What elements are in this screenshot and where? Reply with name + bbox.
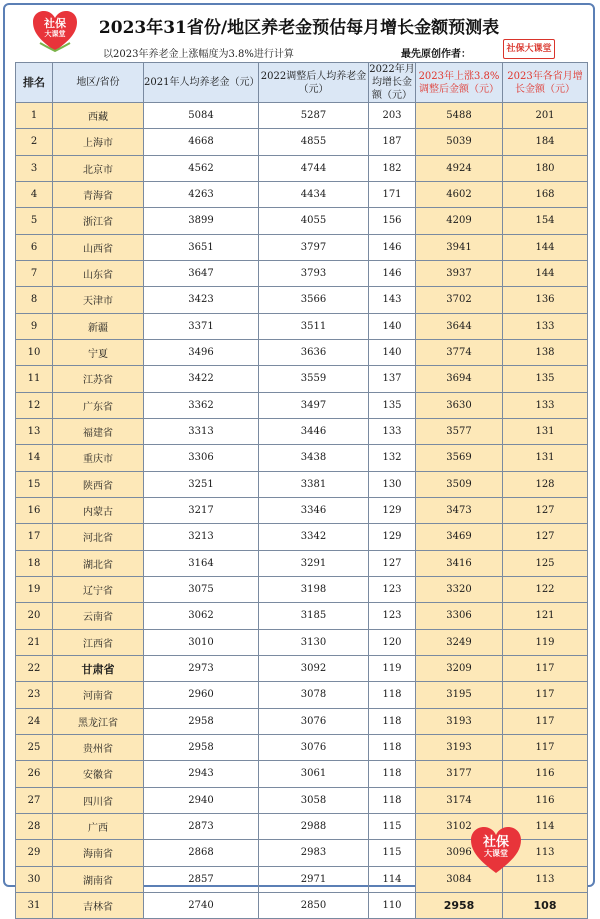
logo-line2: 大课堂 — [44, 30, 66, 38]
increase-2023-cell: 116 — [503, 761, 588, 787]
rank-cell: 30 — [16, 866, 53, 892]
increase-2022-cell: 130 — [369, 471, 416, 497]
increase-2023-cell: 135 — [503, 366, 588, 392]
adjusted-2023-cell: 4209 — [416, 208, 503, 234]
pension-2021-cell: 3362 — [144, 392, 259, 418]
table-row — [16, 471, 588, 497]
rank-cell: 16 — [16, 497, 53, 523]
increase-2023-cell: 122 — [503, 576, 588, 602]
table-row — [16, 655, 588, 681]
rank-cell: 11 — [16, 366, 53, 392]
increase-2023-cell: 136 — [503, 287, 588, 313]
region-cell: 广东省 — [53, 392, 144, 418]
rank-cell: 22 — [16, 655, 53, 681]
rank-cell: 13 — [16, 418, 53, 444]
rank-cell: 2 — [16, 129, 53, 155]
table-row — [16, 366, 588, 392]
rank-cell: 26 — [16, 761, 53, 787]
logo-line1: 社保 — [44, 17, 66, 30]
region-cell: 宁夏 — [53, 339, 144, 365]
pension-2021-cell: 3423 — [144, 287, 259, 313]
region-cell: 安徽省 — [53, 761, 144, 787]
pension-2022-cell: 4434 — [259, 181, 369, 207]
pension-2021-cell: 3217 — [144, 497, 259, 523]
table-row — [16, 445, 588, 471]
region-cell: 湖北省 — [53, 550, 144, 576]
table-row — [16, 392, 588, 418]
region-cell: 陕西省 — [53, 471, 144, 497]
page-title: 2023年31省份/地区养老金预估每月增长金额预测表 — [98, 18, 500, 38]
pension-2021-cell: 2960 — [144, 682, 259, 708]
pension-table-sheet — [3, 3, 595, 913]
region-cell: 贵州省 — [53, 734, 144, 760]
table-row — [16, 629, 588, 655]
increase-2022-cell: 203 — [369, 103, 416, 129]
adjusted-2023-cell: 3096 — [416, 840, 503, 866]
region-cell: 江西省 — [53, 629, 144, 655]
increase-2022-cell: 143 — [369, 287, 416, 313]
rank-cell: 19 — [16, 576, 53, 602]
rank-cell: 9 — [16, 313, 53, 339]
adjusted-2023-cell: 3209 — [416, 655, 503, 681]
adjusted-2023-cell: 3694 — [416, 366, 503, 392]
rank-cell: 10 — [16, 339, 53, 365]
region-cell: 新疆 — [53, 313, 144, 339]
watermark-line2: 大课堂 — [484, 849, 508, 858]
watermark-logo — [469, 825, 523, 875]
region-cell: 甘肃省 — [53, 655, 144, 681]
pension-2022-cell: 3076 — [259, 708, 369, 734]
rank-cell: 28 — [16, 813, 53, 839]
increase-2023-cell: 144 — [503, 234, 588, 260]
increase-2022-cell: 182 — [369, 155, 416, 181]
adjusted-2023-cell: 3193 — [416, 734, 503, 760]
table-row — [16, 208, 588, 234]
pension-2021-cell: 3164 — [144, 550, 259, 576]
adjusted-2023-cell: 3469 — [416, 524, 503, 550]
calculation-note: 以2023年养老金上涨幅度为3.8%进行计算 — [103, 49, 294, 60]
pension-2022-cell: 3130 — [259, 629, 369, 655]
rank-cell: 12 — [16, 392, 53, 418]
increase-2022-cell: 123 — [369, 576, 416, 602]
table-row — [16, 181, 588, 207]
pension-2021-cell: 4562 — [144, 155, 259, 181]
increase-2023-cell: 154 — [503, 208, 588, 234]
table-row — [16, 234, 588, 260]
increase-2022-cell: 135 — [369, 392, 416, 418]
rank-cell: 18 — [16, 550, 53, 576]
increase-2022-cell: 156 — [369, 208, 416, 234]
adjusted-2023-cell: 5488 — [416, 103, 503, 129]
increase-2023-cell: 128 — [503, 471, 588, 497]
table-row — [16, 339, 588, 365]
adjusted-2023-cell: 3306 — [416, 603, 503, 629]
pension-2021-cell: 2873 — [144, 813, 259, 839]
table-row — [16, 313, 588, 339]
pension-2021-cell: 2868 — [144, 840, 259, 866]
increase-2023-cell: 116 — [503, 787, 588, 813]
table-row — [16, 576, 588, 602]
rank-cell: 29 — [16, 840, 53, 866]
adjusted-2023-cell: 3320 — [416, 576, 503, 602]
table-row — [16, 155, 588, 181]
region-cell: 重庆市 — [53, 445, 144, 471]
region-cell: 山东省 — [53, 260, 144, 286]
pension-2022-cell: 3497 — [259, 392, 369, 418]
increase-2023-cell: 180 — [503, 155, 588, 181]
column-header-2022-increase: 2022年月均增长金额（元） — [369, 64, 415, 101]
pension-2021-cell: 3647 — [144, 260, 259, 286]
pension-2022-cell: 3078 — [259, 682, 369, 708]
increase-2023-cell: 117 — [503, 708, 588, 734]
pension-2022-cell: 3797 — [259, 234, 369, 260]
increase-2022-cell: 187 — [369, 129, 416, 155]
table-header-row — [16, 63, 588, 103]
increase-2022-cell: 140 — [369, 339, 416, 365]
pension-2021-cell: 3496 — [144, 339, 259, 365]
increase-2022-cell: 118 — [369, 734, 416, 760]
region-cell: 江苏省 — [53, 366, 144, 392]
increase-2022-cell: 132 — [369, 445, 416, 471]
increase-2023-cell: 144 — [503, 260, 588, 286]
pension-2021-cell: 2958 — [144, 708, 259, 734]
table-row — [16, 708, 588, 734]
region-cell: 云南省 — [53, 603, 144, 629]
increase-2022-cell: 137 — [369, 366, 416, 392]
pension-2022-cell: 2988 — [259, 813, 369, 839]
increase-2023-cell: 108 — [503, 892, 588, 918]
region-cell: 北京市 — [53, 155, 144, 181]
pension-2021-cell: 2857 — [144, 866, 259, 892]
table-row — [16, 550, 588, 576]
table-row — [16, 682, 588, 708]
table-row — [16, 603, 588, 629]
table-row — [16, 761, 588, 787]
increase-2023-cell: 138 — [503, 339, 588, 365]
increase-2023-cell: 125 — [503, 550, 588, 576]
rank-cell: 3 — [16, 155, 53, 181]
rank-cell: 23 — [16, 682, 53, 708]
adjusted-2023-cell: 3577 — [416, 418, 503, 444]
adjusted-2023-cell: 4602 — [416, 181, 503, 207]
increase-2022-cell: 146 — [369, 260, 416, 286]
pension-2021-cell: 3062 — [144, 603, 259, 629]
increase-2023-cell: 114 — [503, 813, 588, 839]
pension-2022-cell: 3185 — [259, 603, 369, 629]
pension-2022-cell: 3381 — [259, 471, 369, 497]
rank-cell: 6 — [16, 234, 53, 260]
adjusted-2023-cell: 4924 — [416, 155, 503, 181]
region-cell: 辽宁省 — [53, 576, 144, 602]
increase-2022-cell: 115 — [369, 813, 416, 839]
pension-2022-cell: 3636 — [259, 339, 369, 365]
column-header-2021-pension: 2021年人均养老金（元） — [144, 63, 259, 103]
pension-2021-cell: 2940 — [144, 787, 259, 813]
adjusted-2023-cell: 3174 — [416, 787, 503, 813]
increase-2022-cell: 118 — [369, 682, 416, 708]
pension-2022-cell: 3291 — [259, 550, 369, 576]
pension-2021-cell: 3251 — [144, 471, 259, 497]
column-header-rank: 排名 — [16, 63, 53, 103]
region-cell: 湖南省 — [53, 866, 144, 892]
adjusted-2023-cell: 3774 — [416, 339, 503, 365]
pension-2022-cell: 5287 — [259, 103, 369, 129]
pension-2021-cell: 3306 — [144, 445, 259, 471]
rank-cell: 5 — [16, 208, 53, 234]
table-row — [16, 892, 588, 918]
pension-table — [15, 62, 588, 919]
rank-cell: 1 — [16, 103, 53, 129]
table-row — [16, 787, 588, 813]
rank-cell: 17 — [16, 524, 53, 550]
region-cell: 上海市 — [53, 129, 144, 155]
pension-2022-cell: 3346 — [259, 497, 369, 523]
increase-2022-cell: 129 — [369, 497, 416, 523]
region-cell: 河北省 — [53, 524, 144, 550]
region-cell: 天津市 — [53, 287, 144, 313]
adjusted-2023-cell: 3102 — [416, 813, 503, 839]
adjusted-2023-cell: 3195 — [416, 682, 503, 708]
pension-2022-cell: 3559 — [259, 366, 369, 392]
table-row — [16, 129, 588, 155]
region-cell: 西藏 — [53, 103, 144, 129]
table-row — [16, 497, 588, 523]
increase-2023-cell: 119 — [503, 629, 588, 655]
pension-2022-cell: 3793 — [259, 260, 369, 286]
region-cell: 福建省 — [53, 418, 144, 444]
pension-2021-cell: 3010 — [144, 629, 259, 655]
pension-2021-cell: 3213 — [144, 524, 259, 550]
pension-2022-cell: 3058 — [259, 787, 369, 813]
creator-label: 最先原创作者： — [401, 49, 471, 60]
increase-2022-cell: 146 — [369, 234, 416, 260]
adjusted-2023-cell: 5039 — [416, 129, 503, 155]
pension-2021-cell: 2958 — [144, 734, 259, 760]
pension-2022-cell: 3342 — [259, 524, 369, 550]
adjusted-2023-cell: 3473 — [416, 497, 503, 523]
increase-2023-cell: 113 — [503, 866, 588, 892]
pension-2022-cell: 3511 — [259, 313, 369, 339]
increase-2022-cell: 140 — [369, 313, 416, 339]
increase-2023-cell: 127 — [503, 497, 588, 523]
adjusted-2023-cell: 3193 — [416, 708, 503, 734]
pension-2022-cell: 2850 — [259, 892, 369, 918]
rank-cell: 25 — [16, 734, 53, 760]
adjusted-2023-cell: 3249 — [416, 629, 503, 655]
table-row — [16, 103, 588, 129]
increase-2023-cell: 133 — [503, 313, 588, 339]
increase-2023-cell: 184 — [503, 129, 588, 155]
column-header-2022-pension: 2022调整后人均养老金（元） — [259, 63, 369, 103]
increase-2022-cell: 123 — [369, 603, 416, 629]
increase-2023-cell: 201 — [503, 103, 588, 129]
pension-2021-cell: 3075 — [144, 576, 259, 602]
rank-cell: 31 — [16, 892, 53, 918]
pension-2021-cell: 3313 — [144, 418, 259, 444]
table-row — [16, 260, 588, 286]
watermark-text — [469, 836, 523, 859]
pension-2022-cell: 2971 — [259, 866, 369, 892]
table-row — [16, 734, 588, 760]
region-cell: 河南省 — [53, 682, 144, 708]
region-cell: 广西 — [53, 813, 144, 839]
increase-2022-cell: 119 — [369, 655, 416, 681]
region-cell: 黑龙江省 — [53, 708, 144, 734]
pension-2022-cell: 4055 — [259, 208, 369, 234]
increase-2023-cell: 127 — [503, 524, 588, 550]
increase-2023-cell: 117 — [503, 655, 588, 681]
pension-2021-cell: 3371 — [144, 313, 259, 339]
rank-cell: 27 — [16, 787, 53, 813]
column-header-2023-increase: 2023年各省月增长金额（元） — [503, 63, 588, 103]
pension-2022-cell: 4855 — [259, 129, 369, 155]
increase-2022-cell: 115 — [369, 840, 416, 866]
pension-2021-cell: 4263 — [144, 181, 259, 207]
column-header-2023-adjusted: 2023年上涨3.8%调整后金额（元） — [416, 63, 503, 103]
region-cell: 内蒙古 — [53, 497, 144, 523]
adjusted-2023-cell: 3941 — [416, 234, 503, 260]
increase-2022-cell: 171 — [369, 181, 416, 207]
increase-2022-cell: 114 — [369, 866, 416, 892]
increase-2022-cell: 133 — [369, 418, 416, 444]
region-cell: 青海省 — [53, 181, 144, 207]
pension-2021-cell: 3651 — [144, 234, 259, 260]
rank-cell: 8 — [16, 287, 53, 313]
pension-2022-cell: 3076 — [259, 734, 369, 760]
pension-2022-cell: 3566 — [259, 287, 369, 313]
region-cell: 吉林省 — [53, 892, 144, 918]
adjusted-2023-cell: 3509 — [416, 471, 503, 497]
pension-2022-cell: 2983 — [259, 840, 369, 866]
pension-2022-cell: 4744 — [259, 155, 369, 181]
rank-cell: 14 — [16, 445, 53, 471]
pension-2021-cell: 2943 — [144, 761, 259, 787]
pension-2021-cell: 2973 — [144, 655, 259, 681]
column-header-region: 地区/省份 — [53, 63, 144, 103]
pension-2022-cell: 3061 — [259, 761, 369, 787]
increase-2022-cell: 129 — [369, 524, 416, 550]
pension-2021-cell: 3422 — [144, 366, 259, 392]
increase-2023-cell: 117 — [503, 682, 588, 708]
increase-2022-cell: 118 — [369, 787, 416, 813]
adjusted-2023-cell: 3702 — [416, 287, 503, 313]
increase-2023-cell: 168 — [503, 181, 588, 207]
pension-2021-cell: 5084 — [144, 103, 259, 129]
header — [5, 5, 593, 64]
region-cell: 海南省 — [53, 840, 144, 866]
pension-2022-cell: 3438 — [259, 445, 369, 471]
region-cell: 四川省 — [53, 787, 144, 813]
rank-cell: 15 — [16, 471, 53, 497]
adjusted-2023-cell: 3177 — [416, 761, 503, 787]
pension-2021-cell: 3899 — [144, 208, 259, 234]
increase-2023-cell: 113 — [503, 840, 588, 866]
rank-cell: 21 — [16, 629, 53, 655]
increase-2022-cell: 120 — [369, 629, 416, 655]
table-row — [16, 287, 588, 313]
rank-cell: 7 — [16, 260, 53, 286]
creator-stamp: 社保大课堂 — [503, 39, 555, 59]
adjusted-2023-cell: 3416 — [416, 550, 503, 576]
increase-2023-cell: 131 — [503, 445, 588, 471]
adjusted-2023-cell: 3084 — [416, 866, 503, 892]
increase-2022-cell: 110 — [369, 892, 416, 918]
region-cell: 山西省 — [53, 234, 144, 260]
watermark-line1: 社保 — [482, 835, 509, 850]
increase-2022-cell: 127 — [369, 550, 416, 576]
pension-2022-cell: 3198 — [259, 576, 369, 602]
adjusted-2023-cell: 3644 — [416, 313, 503, 339]
pension-2021-cell: 4668 — [144, 129, 259, 155]
increase-2023-cell: 133 — [503, 392, 588, 418]
increase-2022-cell: 118 — [369, 761, 416, 787]
adjusted-2023-cell: 3569 — [416, 445, 503, 471]
adjusted-2023-cell: 3937 — [416, 260, 503, 286]
adjusted-2023-cell: 3630 — [416, 392, 503, 418]
rank-cell: 20 — [16, 603, 53, 629]
increase-2023-cell: 117 — [503, 734, 588, 760]
region-cell: 浙江省 — [53, 208, 144, 234]
increase-2022-cell: 118 — [369, 708, 416, 734]
table-row — [16, 418, 588, 444]
table-row — [16, 524, 588, 550]
rank-cell: 4 — [16, 181, 53, 207]
adjusted-2023-cell: 2958 — [416, 892, 503, 918]
pension-2021-cell: 2740 — [144, 892, 259, 918]
increase-2023-cell: 121 — [503, 603, 588, 629]
rank-cell: 24 — [16, 708, 53, 734]
increase-2023-cell: 131 — [503, 418, 588, 444]
pension-2022-cell: 3092 — [259, 655, 369, 681]
pension-2022-cell: 3446 — [259, 418, 369, 444]
